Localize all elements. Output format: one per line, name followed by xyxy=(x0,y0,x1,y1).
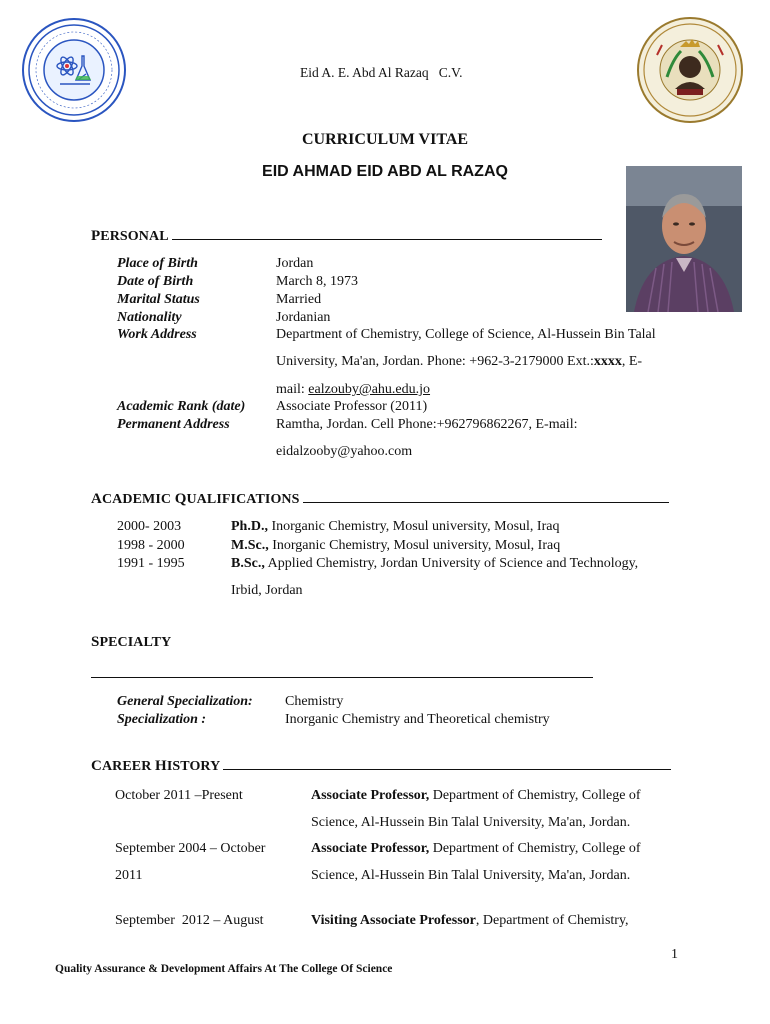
personal-heading: PERSONAL xyxy=(91,227,602,245)
label-specialization: Specialization : xyxy=(117,712,207,727)
university-logo xyxy=(637,17,743,123)
section-rule xyxy=(303,490,669,503)
label-nationality: Nationality xyxy=(117,310,182,325)
specialty-heading: SPECIALTY xyxy=(91,634,172,650)
value-specialization: Inorganic Chemistry and Theoretical chemistry xyxy=(285,712,550,727)
full-name: EID AHMAD EID ABD AL RAZAQ xyxy=(262,163,508,180)
section-rule xyxy=(172,227,602,240)
career-date: September 2012 – August xyxy=(115,913,264,928)
qualification-entry: B.Sc., Applied Chemistry, Jordan University of Science and Technology, xyxy=(231,556,639,571)
career-date: September 2004 – October xyxy=(115,841,266,856)
value-academic-rank: Associate Professor (2011) xyxy=(276,399,428,414)
career-position-line2: Science, Al-Hussein Bin Talal University, Ma'an, Jordan. xyxy=(311,815,631,830)
portrait-photo xyxy=(626,166,742,312)
qualification-years: 1998 - 2000 xyxy=(117,538,185,553)
cv-title: CURRICULUM VITAE xyxy=(301,131,469,148)
work-address-line2: University, Ma'an, Jordan. Phone: +962-3-2179000 Ext.:xxxx, E- xyxy=(276,354,643,369)
qualification-entry: M.Sc., Inorganic Chemistry, Mosul university, Mosul, Iraq xyxy=(231,538,561,553)
section-rule xyxy=(91,665,593,678)
label-date-of-birth: Date of Birth xyxy=(117,274,194,289)
career-position-line2: Science, Al-Hussein Bin Talal University, Ma'an, Jordan. xyxy=(311,868,631,883)
career-position: Visiting Associate Professor, Department of Chemistry, xyxy=(311,913,629,928)
career-date-line2: 2011 xyxy=(115,868,143,883)
value-work-address: Department of Chemistry, College of Science, Al-Hussein Bin Talal xyxy=(276,327,656,342)
permanent-email: eidalzooby@yahoo.com xyxy=(276,444,413,459)
value-general-specialization: Chemistry xyxy=(285,694,344,709)
label-place-of-birth: Place of Birth xyxy=(117,256,198,271)
value-place-of-birth: Jordan xyxy=(276,256,314,271)
academic-heading: ACADEMIC QUALIFICATIONS xyxy=(91,490,669,508)
label-academic-rank: Academic Rank (date) xyxy=(117,399,246,414)
label-permanent-address: Permanent Address xyxy=(117,417,230,432)
career-position: Associate Professor, Department of Chemistry, College of xyxy=(311,788,641,803)
running-title: Eid A. E. Abd Al Razaq C.V. xyxy=(300,65,463,80)
career-heading: CAREER HISTORY xyxy=(91,757,671,775)
value-marital-status: Married xyxy=(276,292,322,307)
college-of-science-logo xyxy=(22,18,126,122)
work-address-line3: mail: ealzouby@ahu.edu.jo xyxy=(276,382,431,397)
qualification-years: 2000- 2003 xyxy=(117,519,182,534)
phone-extension: xxxx xyxy=(593,354,622,369)
career-date: October 2011 –Present xyxy=(115,788,243,803)
label-general-specialization: General Specialization: xyxy=(117,694,253,709)
value-nationality: Jordanian xyxy=(276,310,331,325)
work-email-link[interactable]: ealzouby@ahu.edu.jo xyxy=(308,382,431,397)
qualification-years: 1991 - 1995 xyxy=(117,556,185,571)
qualification-entry-line2: Irbid, Jordan xyxy=(231,583,303,598)
section-rule xyxy=(223,757,671,770)
qualification-entry: Ph.D., Inorganic Chemistry, Mosul university, Mosul, Iraq xyxy=(231,519,560,534)
label-work-address: Work Address xyxy=(117,327,197,342)
label-marital-status: Marital Status xyxy=(117,292,200,307)
value-permanent-address: Ramtha, Jordan. Cell Phone:+962796862267, E-mail: xyxy=(276,417,578,432)
career-position: Associate Professor, Department of Chemistry, College of xyxy=(311,841,641,856)
page-number: 1 xyxy=(671,947,678,962)
value-date-of-birth: March 8, 1973 xyxy=(276,274,359,289)
footer-text: Quality Assurance & Development Affairs At The College Of Science xyxy=(55,963,393,975)
